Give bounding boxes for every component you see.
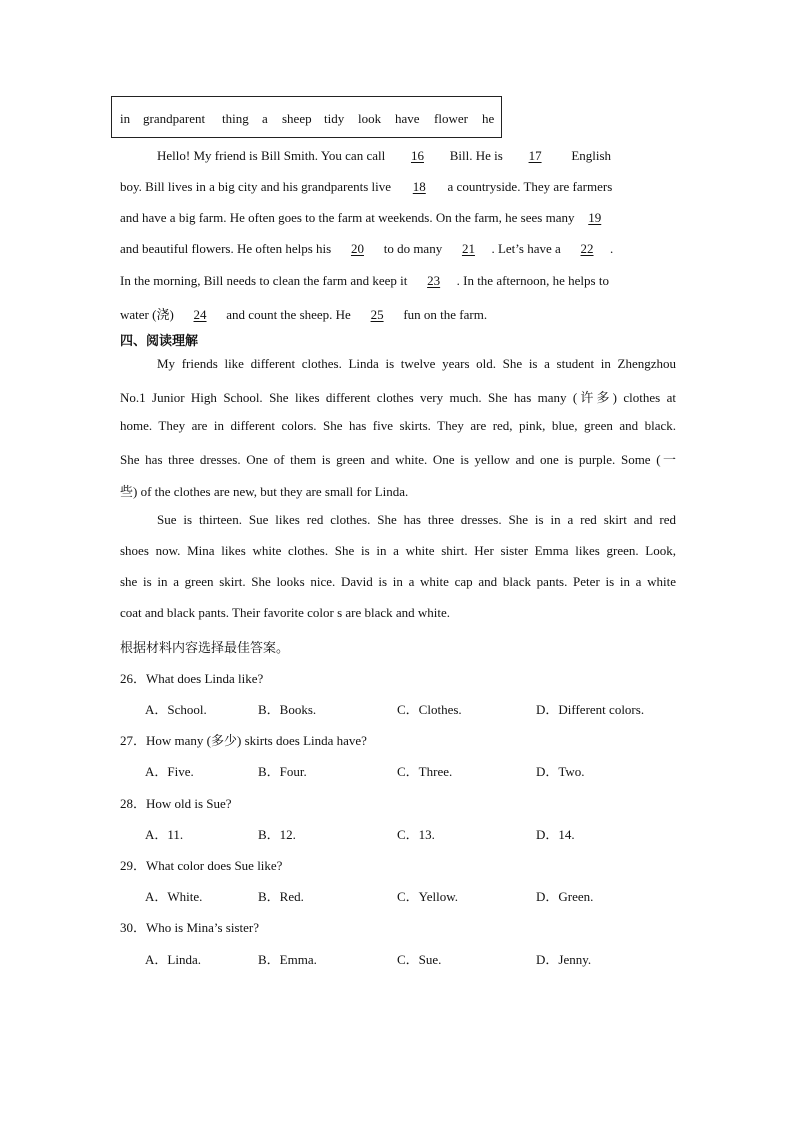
cloze-line-5: In the morning, Bill needs to clean the farm and keep it 23 . In the afternoon, he helps to [120,273,609,288]
word-bank-item: sheep [282,111,312,126]
cloze-line-3: and have a big farm. He often goes to the farm at weekends. On the farm, he sees many 19 [120,210,676,226]
blank-19: 19 [588,210,602,225]
section-heading: 四、阅读理解 [120,334,199,349]
option-a[interactable]: A．11. [145,827,184,842]
option-b[interactable]: B．12. [258,827,296,842]
word-bank-item: thing [222,111,249,126]
question-29: 29．What color does Sue like? [120,858,283,873]
option-c[interactable]: C．Three. [397,764,453,779]
option-c[interactable]: C．Sue. [397,952,442,967]
blank-22: 22 [580,241,594,256]
word-bank-item: have [395,111,420,126]
question-28: 28．How old is Sue? [120,796,232,811]
word-bank-item: tidy [324,111,345,126]
option-d[interactable]: D．Jenny. [536,952,592,967]
passage-line: My friends like different clothes. Linda is twelve years old. She is a student in Zhengzhou [157,356,676,371]
option-a[interactable]: A．Linda. [145,952,201,967]
cloze-line-2: boy. Bill lives in a big city and his grandparents live 18 a countryside. They are farmers [120,179,613,194]
option-a[interactable]: A．School. [145,702,207,717]
option-a[interactable]: A．Five. [145,764,194,779]
question-26: 26．What does Linda like? [120,671,264,686]
option-d[interactable]: D．Green. [536,889,594,904]
passage-line: She has three dresses. One of them is green and white. One is yellow and one is purple. Some (一 [120,452,676,467]
passage-line: 些) of the clothes are new, but they are small for Linda. [120,484,409,499]
blank-20: 20 [350,241,364,256]
option-b[interactable]: B．Red. [258,889,304,904]
option-d[interactable]: D．Two. [536,764,585,779]
word-bank-box [111,96,502,138]
instruction-text: 根据材料内容选择最佳答案。 [120,641,290,656]
option-d[interactable]: D．14. [536,827,575,842]
passage-line: No.1 Junior High School. She likes different clothes very much. She has many (许多) clothes at [120,390,676,405]
option-c[interactable]: C．Clothes. [397,702,462,717]
option-c[interactable]: C．Yellow. [397,889,459,904]
question-27: 27．How many (多少) skirts does Linda have? [120,733,367,748]
passage-line: coat and black pants. Their favorite color s are black and white. [120,605,451,620]
option-b[interactable]: B．Books. [258,702,317,717]
word-bank-item: a [262,111,268,126]
cloze-line-4: and beautiful flowers. He often helps his 20 to do many 21 . Let’s have a 22 . [120,241,614,256]
option-b[interactable]: B．Emma. [258,952,317,967]
cloze-line-6: water (浇) 24 and count the sheep. He 25 fun on the farm. [120,307,488,322]
passage-line: home. They are in different colors. She has five skirts. They are red, pink, blue, green and black. [120,418,676,433]
option-a[interactable]: A．White. [145,889,203,904]
blank-18: 18 [412,179,426,194]
blank-25: 25 [370,307,384,322]
passage-line: shoes now. Mina likes white clothes. She is in a white shirt. Her sister Emma likes green. Look, [120,543,676,558]
blank-24: 24 [193,307,207,322]
word-bank-item: he [482,111,495,126]
blank-17: 17 [528,148,542,163]
option-b[interactable]: B．Four. [258,764,307,779]
blank-23: 23 [427,273,441,288]
passage-line: Sue is thirteen. Sue likes red clothes. She has three dresses. She is in a red skirt and red [157,512,676,527]
option-c[interactable]: C．13. [397,827,435,842]
passage-line: she is in a green skirt. She looks nice. David is in a white cap and black pants. Peter is in a white [120,574,676,589]
word-bank-item: look [358,111,382,126]
word-bank-item: in [120,111,131,126]
question-30: 30．Who is Mina’s sister? [120,920,260,935]
cloze-line-1: Hello! My friend is Bill Smith. You can call 16 Bill. He is 17 English [157,148,612,163]
blank-21: 21 [461,241,475,256]
blank-16: 16 [410,148,424,163]
word-bank-item: flower [434,111,468,126]
word-bank-item: grandparent [143,111,206,126]
option-d[interactable]: D．Different colors. [536,702,645,717]
